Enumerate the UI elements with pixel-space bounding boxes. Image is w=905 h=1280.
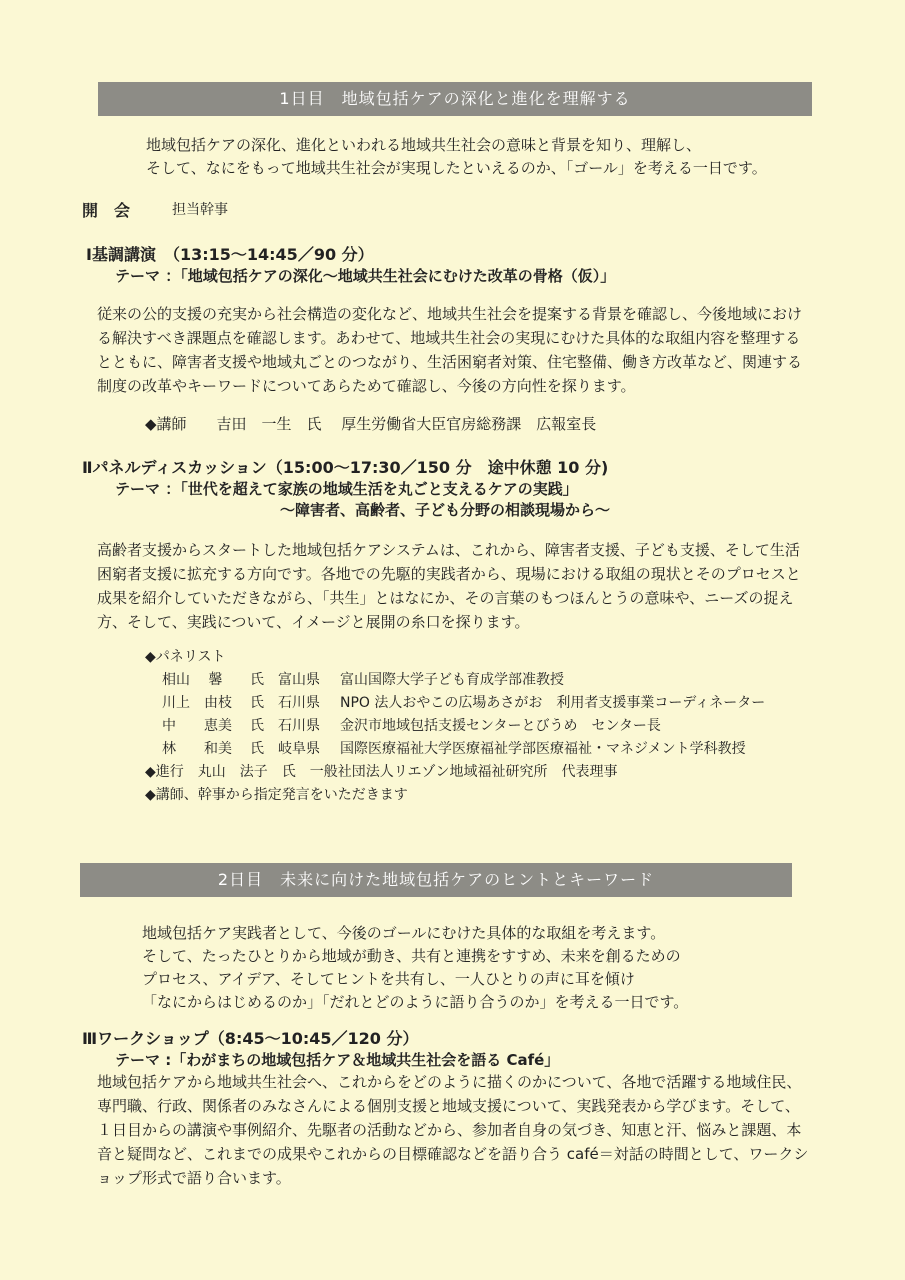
panelist-org: 金沢市地域包括支援センターとびうめ センター長 <box>340 718 661 734</box>
body-line: 音と疑問など、これまでの成果やこれからの目標確認などを語り合う café＝対話の時間として、ワークシ <box>97 1145 809 1163</box>
panelist-honorific: 氏 <box>250 695 264 711</box>
panel-title: Ⅱパネルディスカッション（15:00～17:30／150 分 途中休憩 10 分) <box>82 458 609 477</box>
workshop-title: Ⅲワークショップ（8:45～10:45／120 分） <box>82 1029 419 1048</box>
panelist <box>145 715 765 738</box>
body-line: る解決すべき課題点を確認します。あわせて、地域共生社会の実現にむけた具体的な取組内容を整理する <box>97 329 801 347</box>
workshop-description <box>97 1070 808 1190</box>
workshop-theme: テーマ :「わがまちの地域包括ケア＆地域共生社会を語る Café」 <box>115 1051 560 1069</box>
day1-intro <box>146 134 767 180</box>
panelists <box>145 646 765 807</box>
panelist-honorific: 氏 <box>250 672 264 688</box>
opening-person: 担当幹事 <box>172 202 228 218</box>
keynote-title: Ⅰ基調講演 （13:15～14:45／90 分） <box>86 245 374 264</box>
intro-line: 「なにからはじめるのか」「だれとどのように語り合うのか」を考える一日です。 <box>142 993 689 1011</box>
panelist-honorific: 氏 <box>250 718 264 734</box>
panel-description <box>97 538 801 634</box>
intro-line: そして、なにをもって地域共生社会が実現したといえるのか、「ゴール」を考える一日です。 <box>146 159 767 177</box>
body-line: 制度の改革やキーワードについてあらためて確認し、今後の方向性を探ります。 <box>97 377 636 395</box>
body-line: １日目からの講演や事例紹介、先駆者の活動などから、参加者自身の気づき、知恵と汗、悩みと課題、本 <box>97 1121 802 1139</box>
panelist-name: 林 和美 <box>162 741 232 757</box>
panel-note: ◆講師、幹事から指定発言をいただきます <box>145 787 408 803</box>
panelist-prefecture: 富山県 <box>278 672 320 688</box>
panelists-label: ◆パネリスト <box>145 649 226 665</box>
panelist-org: 国際医療福祉大学医療福祉学部医療福祉・マネジメント学科教授 <box>340 741 746 757</box>
panelist-prefecture: 石川県 <box>278 695 320 711</box>
panelist-prefecture: 石川県 <box>278 718 320 734</box>
day2-header: 2日目 未来に向けた地域包括ケアのヒントとキーワード <box>80 863 792 897</box>
panelist <box>145 692 765 715</box>
panelist-name: 中 恵美 <box>162 718 232 734</box>
intro-line: 地域包括ケア実践者として、今後のゴールにむけた具体的な取組を考えます。 <box>142 924 666 942</box>
keynote-lecturer: ◆講師 吉田 一生 氏 厚生労働省大臣官房総務課 広報室長 <box>145 415 597 433</box>
panelist-org: NPO 法人おやこの広場あさがお 利用者支援事業コーディネーター <box>340 695 766 711</box>
opening-label: 開 会 <box>82 201 131 220</box>
panelist-name: 相山 馨 <box>162 672 223 688</box>
panel-subtheme: ～障害者、高齢者、子ども分野の相談現場から～ <box>280 501 611 519</box>
body-line: 困窮者支援に拡充する方向です。各地での先駆的実践者から、現場における取組の現状とそのプロセスと <box>97 565 801 583</box>
body-line: とともに、障害者支援や地域丸ごとのつながり、生活困窮者対策、住宅整備、働き方改革など、関連する <box>97 353 803 371</box>
keynote-description <box>97 302 802 398</box>
body-line: 専門職、行政、関係者のみなさんによる個別支援と地域支援について、実践発表から学びます。そして、 <box>97 1097 800 1115</box>
body-line: 方、そして、実践について、イメージと展開の糸口を探ります。 <box>97 613 530 631</box>
panelist-honorific: 氏 <box>250 741 264 757</box>
panelist-prefecture: 岐阜県 <box>278 741 320 757</box>
panelist <box>145 669 765 692</box>
body-line: 従来の公的支援の充実から社会構造の変化など、地域共生社会を提案する背景を確認し、今後地域におけ <box>97 305 803 323</box>
panelist-org: 富山国際大学子ども育成学部准教授 <box>340 672 564 688</box>
panelist-name: 川上 由枝 <box>162 695 232 711</box>
day1-header: 1日目 地域包括ケアの深化と進化を理解する <box>98 82 812 116</box>
day2-intro <box>142 922 688 1014</box>
keynote-theme: テーマ ：「地域包括ケアの深化～地域共生社会にむけた改革の骨格（仮）」 <box>115 267 616 285</box>
intro-line: 地域包括ケアの深化、進化といわれる地域共生社会の意味と背景を知り、理解し、 <box>146 136 702 154</box>
body-line: ョップ形式で語り合います。 <box>97 1169 291 1187</box>
panel-theme: テーマ ：「世代を超えて家族の地域生活を丸ごと支えるケアの実践」 <box>115 480 578 498</box>
panel-moderator: ◆進行 丸山 法子 氏 一般社団法人リエゾン地域福祉研究所 代表理事 <box>145 764 618 780</box>
body-line: 地域包括ケアから地域共生社会へ、これからをどのように描くのかについて、各地で活躍する地域住民、 <box>97 1073 802 1091</box>
body-line: 成果を紹介していただきながら、「共生」とはなにか、その言葉のもつほんとうの意味や、ニーズの捉え <box>97 589 794 607</box>
body-line: 高齢者支援からスタートした地域包括ケアシステムは、これから、障害者支援、子ども支援、そして生活 <box>97 541 800 559</box>
intro-line: プロセス、アイデア、そしてヒントを共有し、一人ひとりの声に耳を傾け <box>142 970 635 988</box>
intro-line: そして、たったひとりから地域が動き、共有と連携をすすめ、未来を創るための <box>142 947 681 965</box>
panelist <box>145 738 765 761</box>
